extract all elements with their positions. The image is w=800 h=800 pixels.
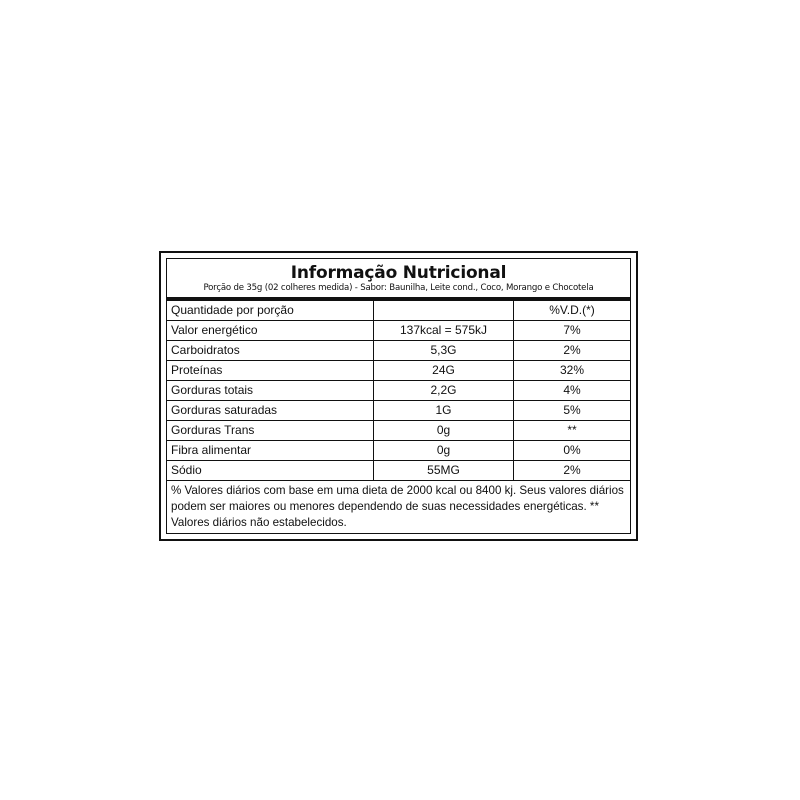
- nutrient-amount: 0g: [374, 441, 514, 461]
- table-row: [167, 361, 630, 381]
- nutrient-amount: 0g: [374, 421, 514, 441]
- daily-value-footnote: % Valores diários com base em uma dieta de 2000 kcal ou 8400 kj. Seus valores diários podem ser maiores ou menores dependendo de suas necessidades energéticas. ** Valores diários não estabelecidos.: [171, 484, 624, 529]
- nutrient-amount: 137kcal = 575kJ: [374, 321, 514, 341]
- table-row: [167, 401, 630, 421]
- nutrient-name: Gorduras totais: [167, 381, 374, 401]
- nutrient-name: Fibra alimentar: [167, 441, 374, 461]
- nutrient-amount: 1G: [374, 401, 514, 421]
- nutrient-amount: 55MG: [374, 461, 514, 481]
- label-title: Informação Nutricional: [290, 263, 507, 283]
- table-row: [167, 421, 630, 441]
- table-row: [167, 461, 630, 481]
- nutrient-amount: 2,2G: [374, 381, 514, 401]
- label-header: [167, 259, 630, 301]
- header-daily-value: %V.D.(*): [514, 301, 631, 321]
- nutrient-daily-value: **: [514, 421, 631, 441]
- nutrient-daily-value: 5%: [514, 401, 631, 421]
- nutrient-amount: 24G: [374, 361, 514, 381]
- nutrition-table: [167, 301, 630, 481]
- nutrient-amount: 5,3G: [374, 341, 514, 361]
- table-row: [167, 441, 630, 461]
- table-row: [167, 341, 630, 361]
- nutrient-daily-value: 2%: [514, 341, 631, 361]
- table-row: [167, 321, 630, 341]
- header-amount: [374, 301, 514, 321]
- nutrient-daily-value: 7%: [514, 321, 631, 341]
- nutrient-name: Gorduras Trans: [167, 421, 374, 441]
- nutrient-name: Sódio: [167, 461, 374, 481]
- header-quantity-per-serving: Quantidade por porção: [167, 301, 374, 321]
- nutrient-name: Proteínas: [167, 361, 374, 381]
- serving-info: Porção de 35g (02 colheres medida) - Sabor: Baunilha, Leite cond., Coco, Morango e Chocotela: [203, 283, 594, 293]
- nutrition-label: [159, 251, 638, 541]
- nutrient-daily-value: 2%: [514, 461, 631, 481]
- nutrient-daily-value: 4%: [514, 381, 631, 401]
- nutrient-daily-value: 32%: [514, 361, 631, 381]
- nutrition-label-inner: [166, 258, 631, 534]
- nutrient-name: Valor energético: [167, 321, 374, 341]
- nutrient-daily-value: 0%: [514, 441, 631, 461]
- nutrient-name: Gorduras saturadas: [167, 401, 374, 421]
- table-header-row: [167, 301, 630, 321]
- nutrient-name: Carboidratos: [167, 341, 374, 361]
- table-row: [167, 381, 630, 401]
